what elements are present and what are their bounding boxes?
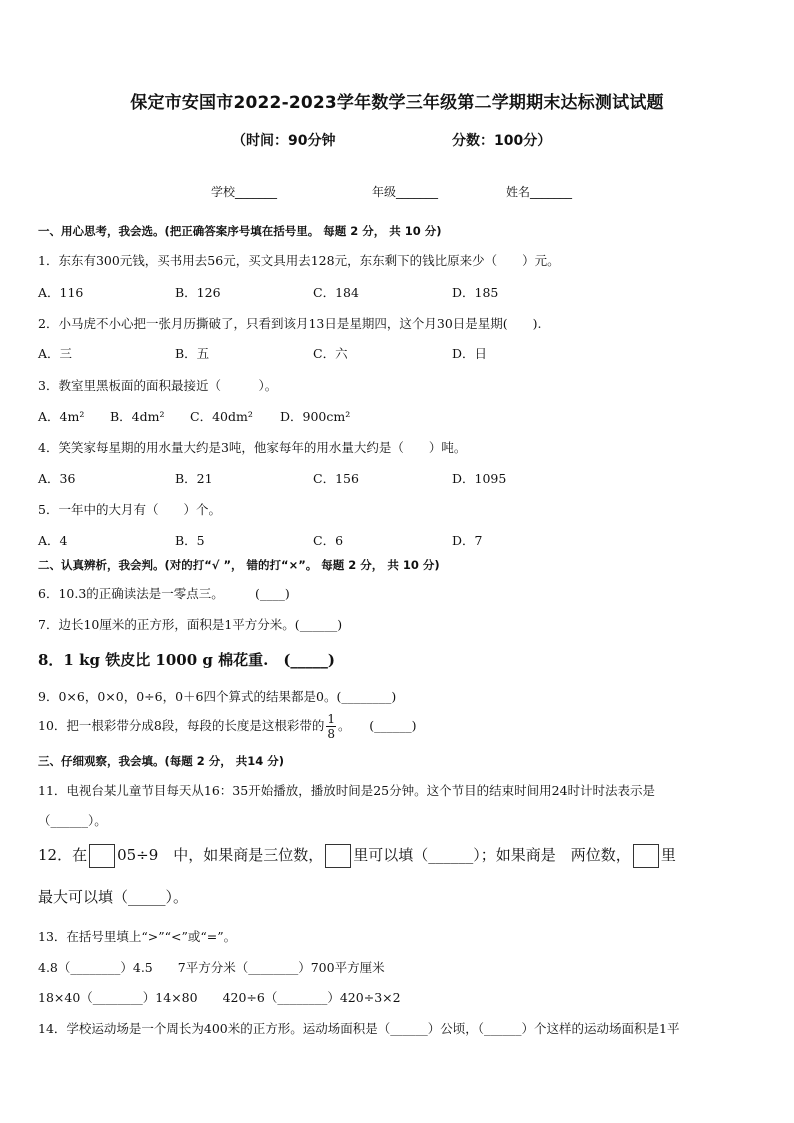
question-1: 1．东东有300元钱，买书用去56元，买文具用去128元，东东剩下的钱比原来少（ ）元。 bbox=[38, 253, 560, 268]
q5-option-c: C．6 bbox=[313, 533, 344, 548]
question-12-line-2: 最大可以填（_____）。 bbox=[38, 888, 189, 906]
school-field: 学校_______ bbox=[211, 185, 278, 199]
question-13: 13．在括号里填上“>”“<”或“=”。 bbox=[38, 929, 237, 944]
question-13-row-1: 4.8（________）4.5 7平方分米（________）700平方厘米 bbox=[38, 960, 385, 975]
fraction-denominator: 8 bbox=[327, 727, 336, 741]
section-2-heading: 二、认真辨析，我会判。(对的打“√ ”， 错的打“×”。 每题 2 分， 共 10 分) bbox=[38, 558, 440, 572]
question-13-row-2: 18×40（________）14×80 420÷6（________）420÷3×2 bbox=[38, 990, 401, 1005]
q4-option-b: B．21 bbox=[175, 471, 213, 486]
question-11-blank: （______）。 bbox=[38, 813, 107, 828]
q1-option-c: C．184 bbox=[313, 285, 359, 300]
question-2: 2．小马虎不小心把一张月历撕破了，只看到该月13日是星期四，这个月30日是星期( ). bbox=[38, 316, 542, 331]
q12-part-3: 里可以填（______）；如果商是 两位数， bbox=[353, 846, 631, 864]
question-9: 9．0×6，0×0，0÷6，0＋6四个算式的结果都是0。(________) bbox=[38, 689, 397, 704]
name-field: 姓名_______ bbox=[506, 185, 573, 199]
q2-option-c: C．六 bbox=[313, 346, 348, 361]
q2-option-b: B．五 bbox=[175, 346, 210, 361]
q3-option-a: A．4m² bbox=[38, 409, 85, 424]
q12-part-1: 12．在 bbox=[38, 846, 88, 864]
q2-option-d: D．日 bbox=[452, 346, 488, 361]
q10-blank: 。 (______) bbox=[338, 718, 417, 733]
question-6: 6．10.3的正确读法是一零点三。 (____) bbox=[38, 586, 290, 601]
q10-text: 10．把一根彩带分成8段，每段的长度是这根彩带的 bbox=[38, 718, 325, 733]
q12-part-4: 里 bbox=[660, 846, 676, 864]
q3-option-b: B．4dm² bbox=[110, 409, 165, 424]
digit-box bbox=[89, 844, 115, 868]
section-3-heading: 三、仔细观察，我会填。(每题 2 分， 共14 分) bbox=[38, 754, 285, 768]
question-5: 5．一年中的大月有（ ）个。 bbox=[38, 502, 221, 517]
q5-option-a: A．4 bbox=[38, 533, 68, 548]
q4-option-c: C．156 bbox=[313, 471, 359, 486]
question-8: 8．1 kg 铁皮比 1000 g 棉花重. (_____) bbox=[38, 651, 336, 669]
question-4: 4．笑笑家每星期的用水量大约是3吨，他家每年的用水量大约是（ ）吨。 bbox=[38, 440, 467, 455]
fraction-one-eighth bbox=[326, 712, 336, 741]
q12-part-2: 05÷9 中，如果商是三位数， bbox=[117, 846, 324, 864]
exam-time: （时间：90分钟 bbox=[232, 133, 336, 149]
q2-option-a: A．三 bbox=[38, 346, 73, 361]
q3-option-c: C．40dm² bbox=[190, 409, 253, 424]
question-11: 11．电视台某儿童节目每天从16：35开始播放，播放时间是25分钟。这个节目的结束时间用24时计时法表示是 bbox=[38, 783, 656, 798]
q5-option-b: B．5 bbox=[175, 533, 205, 548]
q1-option-a: A．116 bbox=[38, 285, 84, 300]
q1-option-d: D．185 bbox=[452, 285, 499, 300]
question-10 bbox=[38, 712, 417, 741]
question-3: 3．教室里黑板面的面积最接近（ ）。 bbox=[38, 378, 278, 393]
section-1-heading: 一、用心思考，我会选。(把正确答案序号填在括号里。 每题 2 分， 共 10 分) bbox=[38, 224, 442, 238]
q4-option-a: A．36 bbox=[38, 471, 76, 486]
question-12 bbox=[38, 844, 676, 868]
exam-score: 分数：100分） bbox=[452, 133, 552, 149]
fraction-numerator: 1 bbox=[327, 712, 336, 726]
q1-option-b: B．126 bbox=[175, 285, 221, 300]
q4-option-d: D．1095 bbox=[452, 471, 507, 486]
grade-field: 年级_______ bbox=[372, 185, 439, 199]
question-14: 14．学校运动场是一个周长为400米的正方形。运动场面积是（______）公顷，（______）个这样的运动场面积是1平 bbox=[38, 1021, 680, 1036]
q5-option-d: D．7 bbox=[452, 533, 483, 548]
digit-box bbox=[325, 844, 351, 868]
q3-option-d: D．900cm² bbox=[280, 409, 351, 424]
page-title: 保定市安国市2022-2023学年数学三年级第二学期期末达标测试试题 bbox=[130, 93, 664, 113]
question-7: 7．边长10厘米的正方形，面积是1平方分米。(______) bbox=[38, 617, 343, 632]
digit-box bbox=[633, 844, 659, 868]
